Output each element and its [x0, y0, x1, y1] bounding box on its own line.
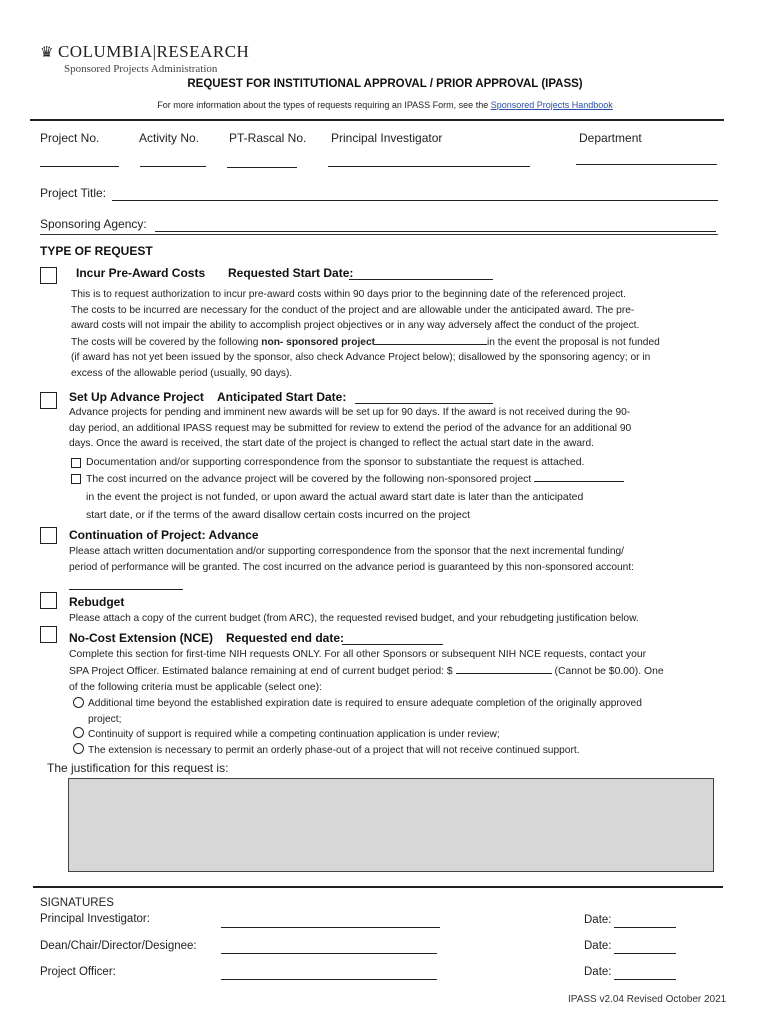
logo-text: COLUMBIA|RESEARCH	[57, 42, 250, 61]
advance-cost-line: in the event the project is not funded, or upon award the actual award start date is later than the anticipated	[86, 491, 584, 503]
preaward-line	[71, 334, 721, 351]
nce-criteria-2-radio[interactable]	[73, 727, 84, 738]
nce-checkbox[interactable]	[40, 626, 57, 643]
preaward-nonsponsored-label: non- sponsored project	[261, 336, 376, 348]
pi-date-label: Date:	[584, 914, 612, 926]
project-no-field[interactable]	[40, 166, 119, 167]
signatures-heading: SIGNATURES	[40, 897, 114, 909]
preaward-line: This is to request authorization to incur pre-award costs within 90 days prior to the beginning date of the referenced project.	[71, 289, 626, 300]
crown-icon: ♛	[40, 45, 54, 61]
activity-no-field[interactable]	[140, 166, 206, 167]
officer-signature-label: Project Officer:	[40, 966, 116, 978]
project-no-label: Project No.	[40, 131, 100, 145]
officer-signature-field[interactable]	[221, 979, 437, 980]
preaward-line: excess of the allowable period (usually, 90 days).	[71, 367, 293, 379]
nce-line	[69, 663, 724, 680]
nce-line: Complete this section for first-time NIH requests ONLY. For all other Sponsors or subsequent NIH NCE requests, contact your	[69, 649, 647, 660]
dean-signature-label: Dean/Chair/Director/Designee:	[40, 940, 197, 952]
dean-signature-field[interactable]	[221, 953, 437, 954]
footer-version: IPASS v2.04 Revised October 2021	[568, 994, 727, 1005]
continuation-account-field[interactable]	[69, 589, 183, 590]
preaward-date-label: Requested Start Date:	[228, 266, 354, 280]
section-divider	[40, 234, 718, 235]
columbia-research-logo	[40, 42, 249, 62]
type-of-request-heading: TYPE OF REQUEST	[40, 244, 153, 258]
continuation-line: Please attach written documentation and/or supporting correspondence from the sponsor that the next incremental funding/	[69, 546, 624, 557]
pi-signature-field[interactable]	[221, 927, 440, 928]
continuation-line: period of performance will be granted. The cost incurred on the advance period is guaranteed by this non-sponsored account:	[69, 561, 634, 573]
preaward-description	[71, 287, 721, 381]
advance-line: days. Once the award is received, the start date of the project is changed to reflect the actual start date in the award.	[69, 438, 594, 449]
preaward-label: Incur Pre-Award Costs	[76, 266, 206, 280]
nce-line2-pre: SPA Project Officer. Estimated balance remaining at end of current budget period: $	[69, 665, 453, 677]
pi-signature-label: Principal Investigator:	[40, 913, 150, 925]
officer-date-label: Date:	[584, 966, 612, 978]
logo-subtitle: Sponsored Projects Administration	[64, 63, 218, 75]
form-note	[0, 100, 770, 110]
officer-date-field[interactable]	[614, 979, 676, 980]
nce-date-label: Requested end date:	[226, 631, 345, 645]
handbook-link[interactable]: Sponsored Projects Handbook	[490, 100, 613, 110]
nce-line: of the following criteria must be applicable (select one):	[69, 681, 322, 693]
signatures-divider	[33, 886, 723, 888]
project-title-field[interactable]	[112, 200, 718, 201]
preaward-line: (if award has not yet been issued by the sponsor, also check Advance Project below); disallowed by the sponsoring agency; or in	[71, 352, 651, 363]
principal-investigator-label: Principal Investigator	[331, 131, 443, 145]
preaward-line4-pre: The costs will be covered by the following	[71, 336, 262, 348]
pt-rascal-no-field[interactable]	[227, 167, 297, 168]
form-title: REQUEST FOR INSTITUTIONAL APPROVAL / PRIOR APPROVAL (IPASS)	[187, 78, 583, 90]
justification-label: The justification for this request is:	[47, 761, 229, 775]
continuation-label: Continuation of Project: Advance	[69, 528, 259, 542]
activity-no-label: Activity No.	[139, 131, 200, 145]
preaward-checkbox[interactable]	[40, 267, 57, 284]
sponsoring-agency-field[interactable]	[155, 231, 716, 232]
justification-textarea[interactable]	[68, 778, 714, 872]
pi-date-field[interactable]	[614, 927, 676, 928]
advance-documentation-text: Documentation and/or supporting correspondence from the sponsor to substantiate the request is attached.	[86, 456, 585, 468]
advance-checkbox[interactable]	[40, 392, 57, 409]
nce-criteria-2-text: Continuity of support is required while a competing continuation application is under review;	[88, 729, 500, 740]
advance-date-field[interactable]	[355, 403, 493, 404]
dean-date-label: Date:	[584, 940, 612, 952]
rebudget-checkbox[interactable]	[40, 592, 57, 609]
rebudget-label: Rebudget	[69, 595, 125, 609]
nce-description	[69, 647, 724, 695]
dean-date-field[interactable]	[614, 953, 676, 954]
sponsoring-agency-label: Sponsoring Agency:	[40, 217, 147, 231]
department-field[interactable]	[576, 164, 717, 165]
nce-label: No-Cost Extension (NCE)	[69, 631, 213, 645]
department-label: Department	[579, 131, 642, 145]
preaward-date-field[interactable]	[349, 279, 493, 280]
advance-nonsponsored-field[interactable]	[534, 471, 624, 482]
form-note-text: For more information about the types of requests requiring an IPASS Form, see the	[157, 100, 491, 110]
advance-documentation-checkbox[interactable]	[71, 458, 81, 468]
continuation-checkbox[interactable]	[40, 527, 57, 544]
pt-rascal-no-label: PT-Rascal No.	[229, 131, 307, 145]
header-divider	[30, 119, 724, 121]
advance-cost-checkbox[interactable]	[71, 474, 81, 484]
advance-date-label: Anticipated Start Date:	[217, 390, 347, 404]
advance-line: Advance projects for pending and imminent new awards will be set up for 90 days. If the award is not received during the 90-	[69, 407, 631, 418]
nce-criteria-1-radio[interactable]	[73, 697, 84, 708]
preaward-line: The costs to be incurred are necessary for the conduct of the project and are allowable under the anticipated award. The pre-	[71, 304, 635, 316]
advance-label: Set Up Advance Project	[69, 390, 204, 404]
preaward-nonsponsored-field[interactable]	[375, 334, 487, 345]
nce-date-field[interactable]	[342, 644, 443, 645]
preaward-line4-post: in the event the proposal is not funded	[487, 336, 660, 348]
nce-criteria-3-text: The extension is necessary to permit an orderly phase-out of a project that will not receive continued support.	[88, 745, 580, 756]
preaward-line: award costs will not impair the ability to accomplish project objectives or in any way adversely affect the conduct of the project.	[71, 320, 640, 331]
rebudget-description: Please attach a copy of the current budget (from ARC), the requested revised budget, and your rebudgeting justification below.	[69, 613, 639, 624]
nce-criteria-1-line: Additional time beyond the established expiration date is required to ensure adequate completion of the originally approved	[88, 698, 642, 709]
advance-cost-line1: The cost incurred on the advance project will be covered by the following non-sponsored project	[86, 473, 532, 485]
project-title-label: Project Title:	[40, 186, 107, 200]
advance-cost-line	[86, 470, 726, 488]
advance-line: day period, an additional IPASS request may be submitted for review to extend the period of the advance for an additional 90	[69, 422, 632, 434]
continuation-description	[69, 544, 719, 575]
principal-investigator-field[interactable]	[328, 166, 530, 167]
nce-balance-field[interactable]	[456, 663, 552, 674]
advance-description	[69, 405, 719, 452]
advance-cost-text	[86, 470, 726, 524]
nce-line2-post: (Cannot be $0.00). One	[554, 665, 664, 677]
nce-criteria-1-line: project;	[88, 713, 122, 725]
nce-criteria-1-text	[88, 696, 728, 727]
nce-criteria-3-radio[interactable]	[73, 743, 84, 754]
advance-cost-line: start date, or if the terms of the award disallow certain costs incurred on the project	[86, 509, 471, 521]
